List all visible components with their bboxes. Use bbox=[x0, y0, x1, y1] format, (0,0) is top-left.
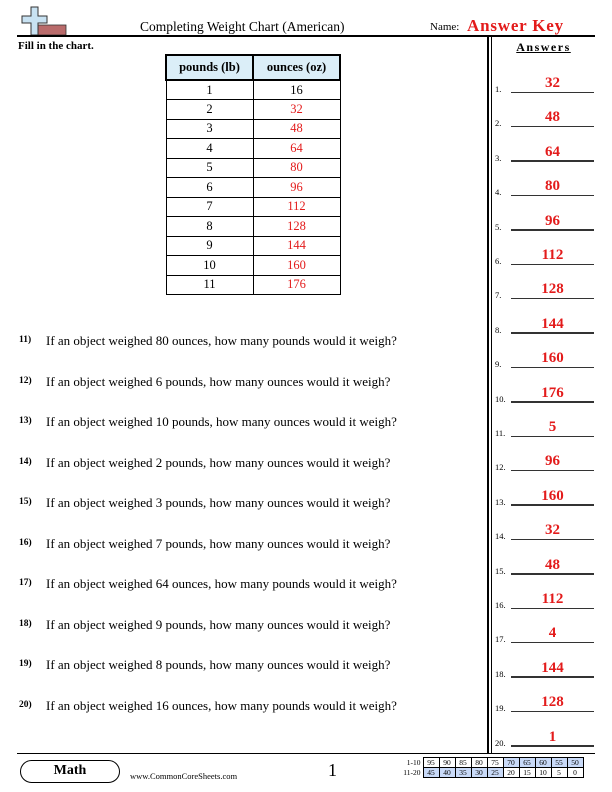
chart-row bbox=[166, 80, 340, 100]
chart-row bbox=[166, 236, 340, 256]
question-text: If an object weighed 80 ounces, how many pounds would it weigh? bbox=[46, 333, 397, 348]
answer-value: 5 bbox=[548, 419, 557, 435]
answer-index: 14. bbox=[495, 531, 506, 542]
header-divider bbox=[17, 35, 595, 37]
score-table bbox=[395, 757, 584, 778]
score-cell: 5 bbox=[551, 768, 567, 778]
score-row bbox=[395, 768, 583, 778]
answer-index: 20. bbox=[495, 737, 506, 748]
question bbox=[19, 495, 390, 511]
answer-index: 18. bbox=[495, 668, 506, 679]
chart-row bbox=[166, 178, 340, 198]
answer-slot bbox=[495, 545, 595, 579]
subject-badge: Math bbox=[20, 760, 120, 783]
answer-slot bbox=[495, 304, 595, 338]
ounces-cell: 96 bbox=[253, 178, 340, 198]
answer-slot bbox=[495, 269, 595, 303]
question-number: 12) bbox=[19, 375, 32, 386]
answer-value: 128 bbox=[541, 694, 564, 711]
answer-value: 144 bbox=[541, 659, 564, 676]
answer-index: 7. bbox=[495, 290, 502, 301]
ounces-cell: 80 bbox=[253, 158, 340, 178]
chart-row bbox=[166, 139, 340, 159]
answers-heading: Answers bbox=[516, 40, 571, 54]
pounds-cell: 7 bbox=[166, 197, 253, 217]
chart-row bbox=[166, 100, 340, 120]
answer-index: 2. bbox=[495, 118, 502, 129]
chart-row bbox=[166, 197, 340, 217]
chart-row bbox=[166, 275, 340, 295]
answer-index: 15. bbox=[495, 565, 506, 576]
score-cell: 95 bbox=[423, 758, 439, 768]
question-number: 19) bbox=[19, 659, 32, 669]
score-cell: 10 bbox=[535, 768, 551, 778]
answer-index: 11. bbox=[495, 428, 506, 438]
score-cell: 20 bbox=[503, 768, 519, 778]
score-cell: 30 bbox=[471, 768, 487, 778]
answer-index: 9. bbox=[495, 359, 502, 370]
question-number: 15) bbox=[19, 497, 32, 507]
answer-index: 4. bbox=[495, 187, 502, 198]
answer-index: 19. bbox=[495, 703, 506, 714]
question-text: If an object weighed 2 pounds, how many ounces would it weigh? bbox=[46, 454, 391, 470]
question-text: If an object weighed 8 pounds, how many ounces would it weigh? bbox=[46, 657, 391, 672]
pounds-cell: 2 bbox=[166, 100, 253, 120]
ounces-cell: 160 bbox=[253, 256, 340, 276]
score-cell: 15 bbox=[519, 768, 535, 778]
score-cell: 80 bbox=[471, 758, 487, 768]
pounds-cell: 11 bbox=[166, 275, 253, 295]
answer-value: 48 bbox=[545, 109, 560, 126]
question-number: 17) bbox=[19, 578, 32, 588]
pounds-cell: 10 bbox=[166, 256, 253, 276]
chart-row bbox=[166, 119, 340, 139]
pounds-cell: 9 bbox=[166, 236, 253, 256]
answer-slot bbox=[495, 63, 595, 97]
answer-slot bbox=[495, 648, 595, 682]
worksheet-title: Completing Weight Chart (American) bbox=[140, 19, 345, 34]
answer-index: 6. bbox=[495, 256, 502, 266]
answer-slot bbox=[495, 441, 595, 475]
answer-slot bbox=[495, 132, 595, 166]
question bbox=[19, 657, 390, 673]
pounds-cell: 6 bbox=[166, 178, 253, 198]
answer-index: 10. bbox=[495, 393, 506, 404]
question-text: If an object weighed 9 pounds, how many ounces would it weigh? bbox=[46, 616, 391, 632]
question bbox=[19, 617, 390, 633]
score-cell: 25 bbox=[487, 768, 503, 778]
ounces-cell: 48 bbox=[253, 119, 340, 139]
answer-slot bbox=[495, 579, 595, 613]
answer-column-divider bbox=[487, 37, 489, 753]
question bbox=[19, 333, 397, 349]
score-row bbox=[395, 758, 583, 768]
answer-value: 48 bbox=[545, 556, 560, 573]
question-number: 13) bbox=[19, 416, 32, 426]
pounds-cell: 5 bbox=[166, 158, 253, 178]
answer-slot bbox=[495, 166, 595, 200]
score-cell: 60 bbox=[535, 758, 551, 768]
footer-divider bbox=[17, 753, 595, 754]
answer-slot bbox=[495, 476, 595, 510]
question-text: If an object weighed 3 pounds, how many ounces would it weigh? bbox=[46, 495, 391, 510]
question-text: If an object weighed 10 pounds, how many ounces would it weigh? bbox=[46, 414, 397, 429]
question bbox=[19, 536, 390, 552]
score-cell: 75 bbox=[487, 758, 503, 768]
score-cell: 70 bbox=[503, 758, 519, 768]
answer-value: 128 bbox=[541, 281, 564, 298]
name-label: Name: bbox=[430, 21, 460, 33]
answer-slot bbox=[495, 682, 595, 716]
question-text: If an object weighed 16 ounces, how many pounds would it weigh? bbox=[46, 697, 397, 713]
answer-slot bbox=[495, 407, 595, 441]
answer-value: 144 bbox=[541, 315, 564, 332]
answer-value: 160 bbox=[541, 350, 564, 367]
ounces-cell: 16 bbox=[253, 80, 340, 100]
chart-row bbox=[166, 158, 340, 178]
answer-value: 96 bbox=[545, 212, 560, 229]
answer-value: 112 bbox=[541, 247, 564, 263]
column-header-pounds: pounds (lb) bbox=[166, 55, 253, 80]
answer-slot bbox=[495, 97, 595, 131]
ounces-cell: 128 bbox=[253, 217, 340, 237]
answer-value: 96 bbox=[545, 453, 560, 470]
answer-slot bbox=[495, 717, 595, 751]
score-cell: 40 bbox=[439, 768, 455, 778]
answer-slot bbox=[495, 373, 595, 407]
answer-slot bbox=[495, 235, 595, 269]
question-text: If an object weighed 64 ounces, how many pounds would it weigh? bbox=[46, 576, 397, 591]
answer-value: 1 bbox=[548, 728, 557, 745]
math-plus-logo-icon bbox=[17, 6, 67, 36]
ounces-cell: 176 bbox=[253, 275, 340, 295]
score-range-label: 1-10 bbox=[406, 758, 421, 767]
question bbox=[19, 576, 397, 592]
answer-index: 16. bbox=[495, 600, 506, 610]
name-value: Answer Key bbox=[467, 16, 564, 35]
chart-row bbox=[166, 256, 340, 276]
score-cell: 90 bbox=[439, 758, 455, 768]
answer-value: 32 bbox=[545, 522, 560, 539]
answer-index: 12. bbox=[495, 462, 506, 473]
answer-index: 13. bbox=[495, 496, 506, 507]
question-number: 18) bbox=[19, 618, 32, 629]
score-cell: 55 bbox=[551, 758, 567, 768]
answer-value: 64 bbox=[545, 143, 560, 160]
score-cell: 45 bbox=[423, 768, 439, 778]
question bbox=[19, 414, 397, 430]
answer-index: 1. bbox=[495, 84, 502, 94]
ounces-cell: 112 bbox=[253, 197, 340, 217]
weight-chart-table bbox=[165, 54, 341, 295]
question-text: If an object weighed 6 pounds, how many ounces would it weigh? bbox=[46, 373, 391, 389]
answer-value: 176 bbox=[541, 384, 564, 401]
answer-slot bbox=[495, 510, 595, 544]
answer-index: 3. bbox=[495, 152, 502, 163]
score-cell: 50 bbox=[567, 758, 583, 768]
answer-value: 4 bbox=[548, 625, 557, 642]
pounds-cell: 1 bbox=[166, 80, 253, 100]
question bbox=[19, 374, 390, 390]
answer-column-divider-inner bbox=[491, 37, 492, 753]
score-range-label: 11-20 bbox=[403, 768, 421, 777]
chart-row bbox=[166, 217, 340, 237]
pounds-cell: 4 bbox=[166, 139, 253, 159]
score-cell: 85 bbox=[455, 758, 471, 768]
score-cell: 65 bbox=[519, 758, 535, 768]
answer-slot bbox=[495, 201, 595, 235]
instructions: Fill in the chart. bbox=[18, 40, 94, 52]
score-cell: 0 bbox=[567, 768, 583, 778]
answer-value: 112 bbox=[541, 591, 564, 607]
page-number: 1 bbox=[328, 760, 337, 780]
answer-index: 5. bbox=[495, 221, 502, 232]
question-number: 16) bbox=[19, 537, 32, 548]
answer-slot bbox=[495, 338, 595, 372]
answer-value: 160 bbox=[541, 487, 564, 504]
answer-index: 17. bbox=[495, 634, 506, 645]
question bbox=[19, 698, 397, 714]
ounces-cell: 64 bbox=[253, 139, 340, 159]
score-cell: 35 bbox=[455, 768, 471, 778]
question-number: 20) bbox=[19, 699, 32, 710]
question-text: If an object weighed 7 pounds, how many ounces would it weigh? bbox=[46, 535, 391, 551]
ounces-cell: 32 bbox=[253, 100, 340, 120]
column-header-ounces: ounces (oz) bbox=[253, 55, 340, 80]
ounces-cell: 144 bbox=[253, 236, 340, 256]
answer-index: 8. bbox=[495, 324, 502, 335]
pounds-cell: 8 bbox=[166, 217, 253, 237]
answer-slot bbox=[495, 613, 595, 647]
answer-value: 32 bbox=[545, 75, 560, 91]
question-number: 11) bbox=[19, 335, 32, 345]
pounds-cell: 3 bbox=[166, 119, 253, 139]
answer-value: 80 bbox=[545, 178, 560, 195]
site-url: www.CommonCoreSheets.com bbox=[130, 771, 238, 781]
question-number: 14) bbox=[19, 456, 32, 467]
question bbox=[19, 455, 390, 471]
